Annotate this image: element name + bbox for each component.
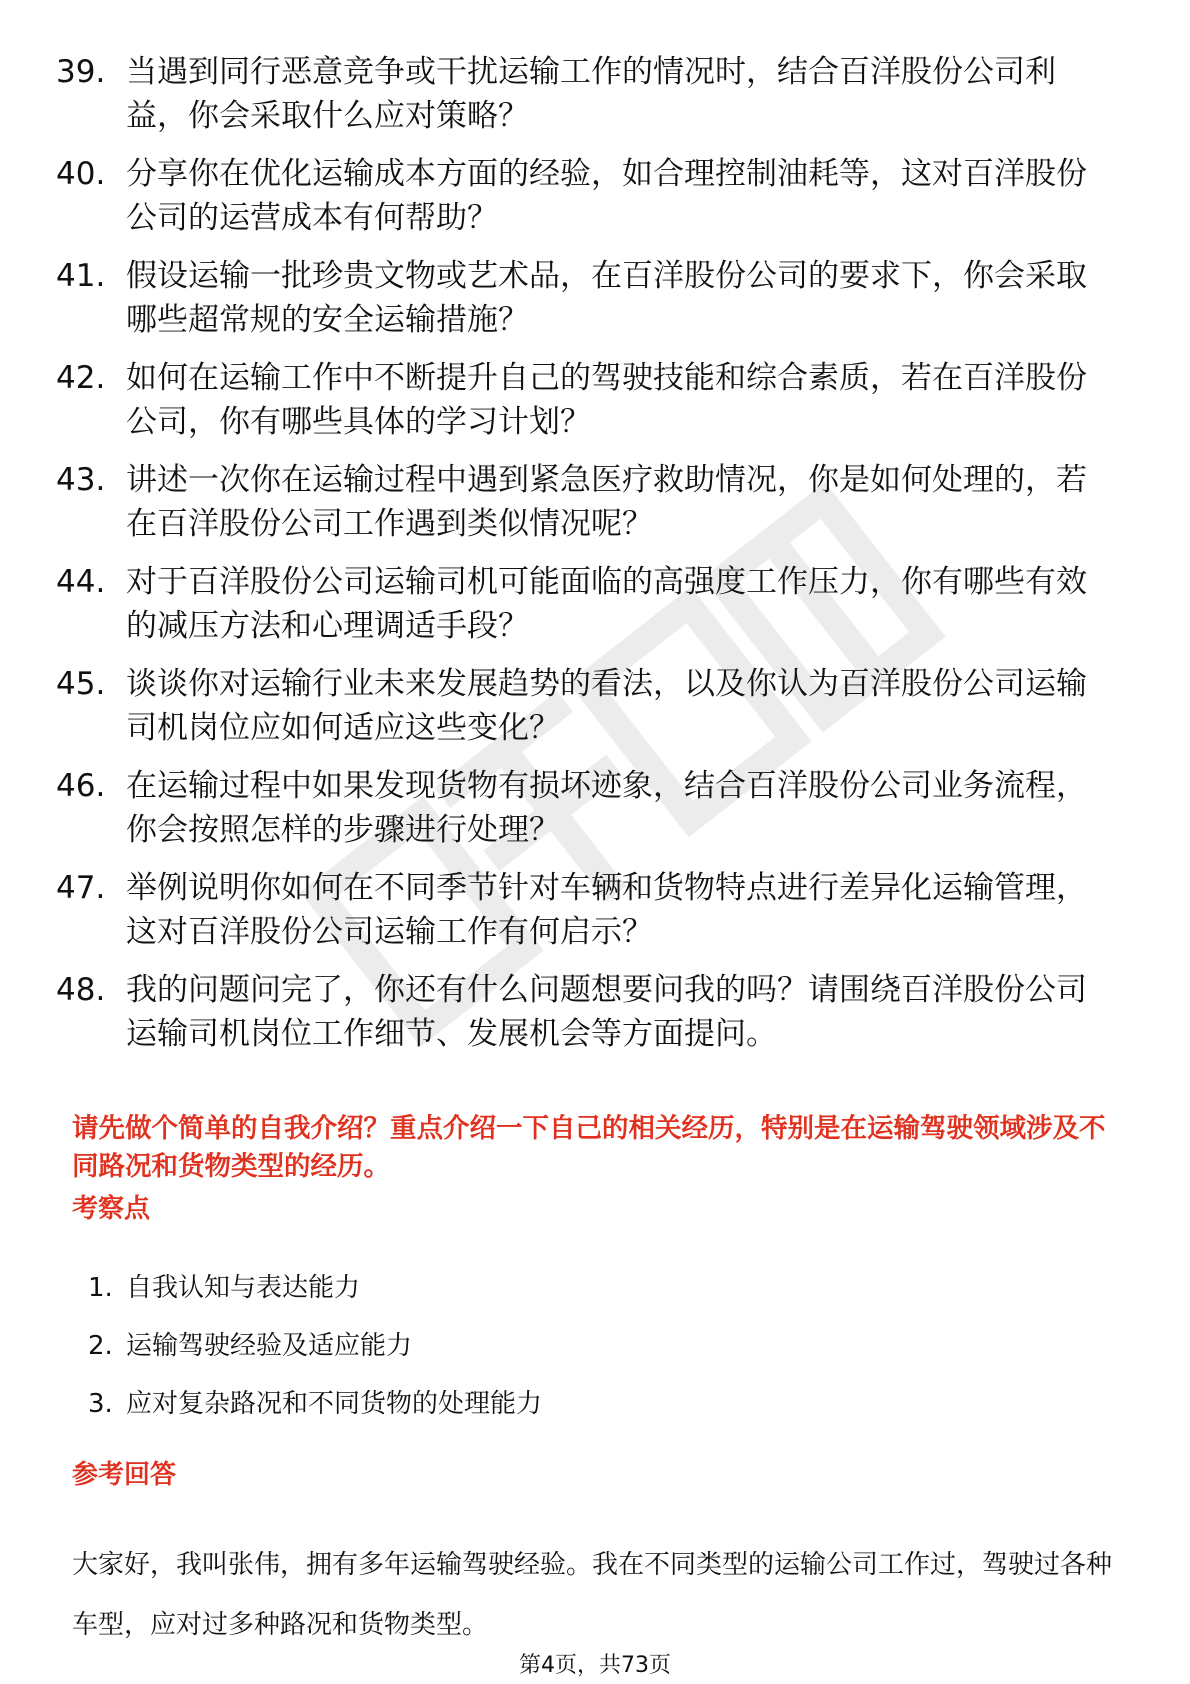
question-number: 47.: [56, 870, 106, 906]
question-item: [56, 356, 1106, 444]
question-text: 对于百洋股份公司运输司机可能面临的高强度工作压力，你有哪些有效的减压方法和心理调适手段？: [126, 564, 1087, 644]
reference-answer: 大家好，我叫张伟，拥有多年运输驾驶经验。我在不同类型的运输公司工作过，驾驶过各种车型，应对过多种路况和货物类型。: [72, 1550, 1113, 1640]
question-number: 46.: [56, 768, 106, 804]
question-number: 39.: [56, 54, 106, 90]
point-number: 1.: [88, 1273, 113, 1303]
question-text: 在运输过程中如果发现货物有损坏迹象，结合百洋股份公司业务流程，你会按照怎样的步骤进行处理？: [126, 768, 1087, 848]
point-text: 自我认知与表达能力: [126, 1273, 361, 1303]
question-text: 谈谈你对运输行业未来发展趋势的看法，以及你认为百洋股份公司运输司机岗位应如何适应这些变化？: [126, 666, 1087, 746]
list-item: [88, 1270, 542, 1306]
question-number: 44.: [56, 564, 106, 600]
question-text: 如何在运输工作中不断提升自己的驾驶技能和综合素质，若在百洋股份公司，你有哪些具体的学习计划？: [126, 360, 1087, 440]
question-number: 42.: [56, 360, 106, 396]
question-item: [56, 764, 1106, 852]
question-number: 40.: [56, 156, 106, 192]
page-footer: 第4页，共73页: [519, 1653, 671, 1678]
question-number: 45.: [56, 666, 106, 702]
list-item: [88, 1386, 542, 1422]
point-number: 2.: [88, 1331, 113, 1361]
question-text: 当遇到同行恶意竞争或干扰运输工作的情况时，结合百洋股份公司利益，你会采取什么应对策略？: [126, 54, 1056, 134]
question-text: 我的问题问完了，你还有什么问题想要问我的吗？请围绕百洋股份公司运输司机岗位工作细节、发展机会等方面提问。: [126, 972, 1087, 1052]
question-text: 讲述一次你在运输过程中遇到紧急医疗救助情况，你是如何处理的，若在百洋股份公司工作遇到类似情况呢？: [126, 462, 1087, 542]
assessment-points-list: [88, 1270, 542, 1444]
question-text: 假设运输一批珍贵文物或艺术品，在百洋股份公司的要求下，你会采取哪些超常规的安全运输措施？: [126, 258, 1087, 338]
question-text: 分享你在优化运输成本方面的经验，如合理控制油耗等，这对百洋股份公司的运营成本有何帮助？: [126, 156, 1087, 236]
question-item: [56, 458, 1106, 546]
question-item: [56, 254, 1106, 342]
question-item: [56, 560, 1106, 648]
question-number: 43.: [56, 462, 106, 498]
question-item: [56, 662, 1106, 750]
question-list: [56, 50, 1106, 1070]
point-number: 3.: [88, 1389, 113, 1419]
point-text: 应对复杂路况和不同货物的处理能力: [126, 1389, 543, 1419]
question-number: 41.: [56, 258, 106, 294]
interview-prompt: 请先做个简单的自我介绍？重点介绍一下自己的相关经历，特别是在运输驾驶领域涉及不同路况和货物类型的经历。: [72, 1113, 1106, 1182]
section-title-answer: 参考回答: [72, 1460, 177, 1490]
question-text: 举例说明你如何在不同季节针对车辆和货物特点进行差异化运输管理，这对百洋股份公司运输工作有何启示？: [126, 870, 1087, 950]
question-item: [56, 50, 1106, 138]
point-text: 运输驾驶经验及适应能力: [126, 1331, 413, 1361]
section-title-points: 考察点: [72, 1194, 151, 1224]
question-item: [56, 866, 1106, 954]
question-number: 48.: [56, 972, 106, 1008]
question-item: [56, 968, 1106, 1056]
list-item: [88, 1328, 542, 1364]
question-item: [56, 152, 1106, 240]
